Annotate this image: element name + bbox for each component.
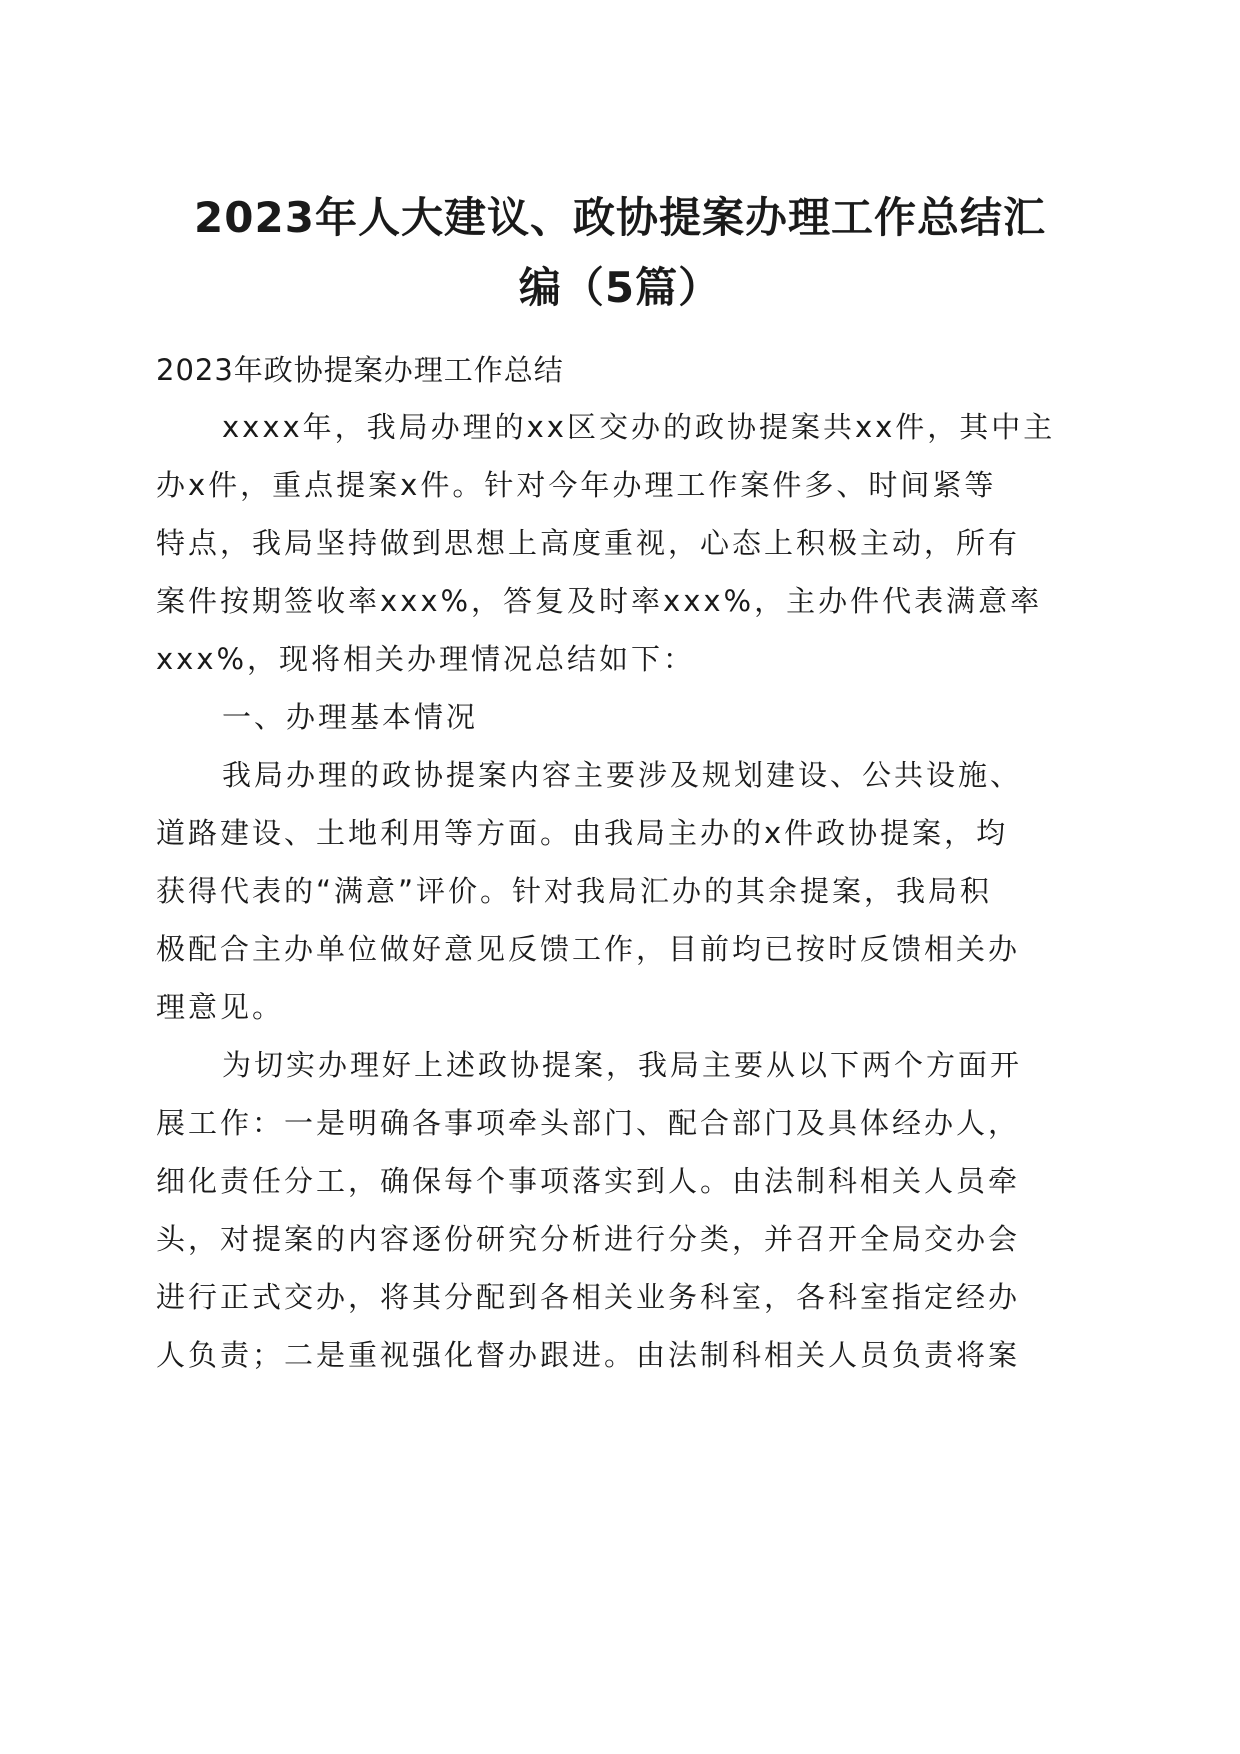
section-subtitle: 2023年政协提案办理工作总结: [156, 353, 564, 387]
paragraph-line: 特点，我局坚持做到思想上高度重视，心态上积极主动，所有: [156, 526, 1021, 560]
paragraph-line: xxxx年，我局办理的xx区交办的政协提案共xx件，其中主: [222, 410, 1056, 444]
section-heading: 一、办理基本情况: [222, 700, 479, 734]
paragraph-line: 案件按期签收率xxx%，答复及时率xxx%，主办件代表满意率: [156, 584, 1043, 618]
paragraph-line: 办x件，重点提案x件。针对今年办理工作案件多、时间紧等: [156, 468, 997, 502]
paragraph-line: 道路建设、土地利用等方面。由我局主办的x件政协提案，均: [156, 816, 1009, 850]
paragraph-line: 获得代表的“满意”评价。针对我局汇办的其余提案，我局积: [156, 874, 993, 908]
paragraph-line: 头，对提案的内容逐份研究分析进行分类，并召开全局交办会: [156, 1222, 1021, 1256]
paragraph-line: 为切实办理好上述政协提案，我局主要从以下两个方面开: [222, 1048, 1023, 1082]
paragraph-line: 细化责任分工，确保每个事项落实到人。由法制科相关人员牵: [156, 1164, 1021, 1198]
paragraph-line: 我局办理的政协提案内容主要涉及规划建设、公共设施、: [222, 758, 1023, 792]
paragraph-line: 进行正式交办，将其分配到各相关业务科室，各科室指定经办: [156, 1280, 1021, 1314]
paragraph-line: 人负责；二是重视强化督办跟进。由法制科相关人员负责将案: [156, 1338, 1021, 1372]
document-title-line-2: 编（5篇）: [518, 263, 722, 312]
document-title-line-1: 2023年人大建议、政协提案办理工作总结汇: [194, 193, 1046, 242]
paragraph-line: 展工作：一是明确各事项牵头部门、配合部门及具体经办人，: [156, 1106, 1021, 1140]
paragraph-line: xxx%，现将相关办理情况总结如下：: [156, 642, 696, 676]
paragraph-line: 理意见。: [156, 990, 285, 1024]
paragraph-line: 极配合主办单位做好意见反馈工作，目前均已按时反馈相关办: [156, 932, 1021, 966]
